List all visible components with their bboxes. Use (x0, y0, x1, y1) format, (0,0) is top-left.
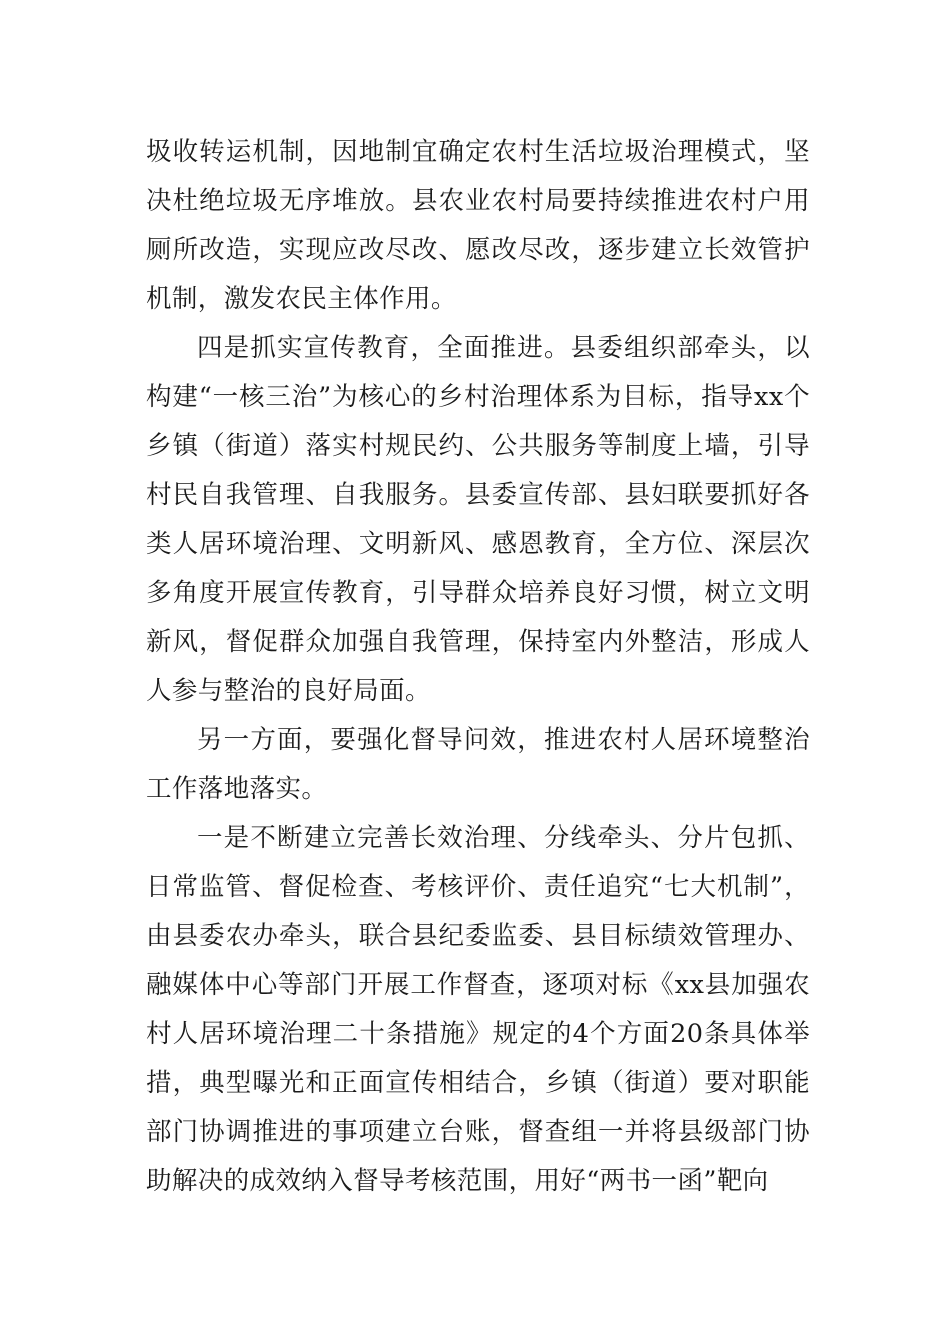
paragraph-1: 圾收转运机制，因地制宜确定农村生活垃圾治理模式，坚决杜绝垃圾无序堆放。县农业农村局要持续推进农村户用厕所改造，实现应改尽改、愿改尽改，逐步建立长效管护机制，激发农民主体作用。 (146, 137, 810, 314)
paragraph-3: 另一方面，要强化督导问效，推进农村人居环境整治工作落地落实。 (146, 725, 810, 804)
paragraph-2: 四是抓实宣传教育，全面推进。县委组织部牵头，以构建“一核三治”为核心的乡村治理体系为目标，指导xx个乡镇（街道）落实村规民约、公共服务等制度上墙，引导村民自我管理、自我服务。县委宣传部、县妇联要抓好各类人居环境治理、文明新风、感恩教育，全方位、深层次多角度开展宣传教育，引导群众培养良好习惯，树立文明新风，督促群众加强自我管理，保持室内外整洁，形成人人参与整治的良好局面。 (146, 333, 810, 706)
document-body (146, 128, 810, 1206)
paragraph-4: 一是不断建立完善长效治理、分线牵头、分片包抓、日常监管、督促检查、考核评价、责任追究“七大机制”，由县委农办牵头，联合县纪委监委、县目标绩效管理办、融媒体中心等部门开展工作督查，逐项对标《xx县加强农村人居环境治理二十条措施》规定的4个方面20条具体举措，典型曝光和正面宣传相结合，乡镇（街道）要对职能部门协调推进的事项建立台账，督查组一并将县级部门协助解决的成效纳入督导考核范围，用好“两书一函”靶向 (146, 823, 810, 1196)
